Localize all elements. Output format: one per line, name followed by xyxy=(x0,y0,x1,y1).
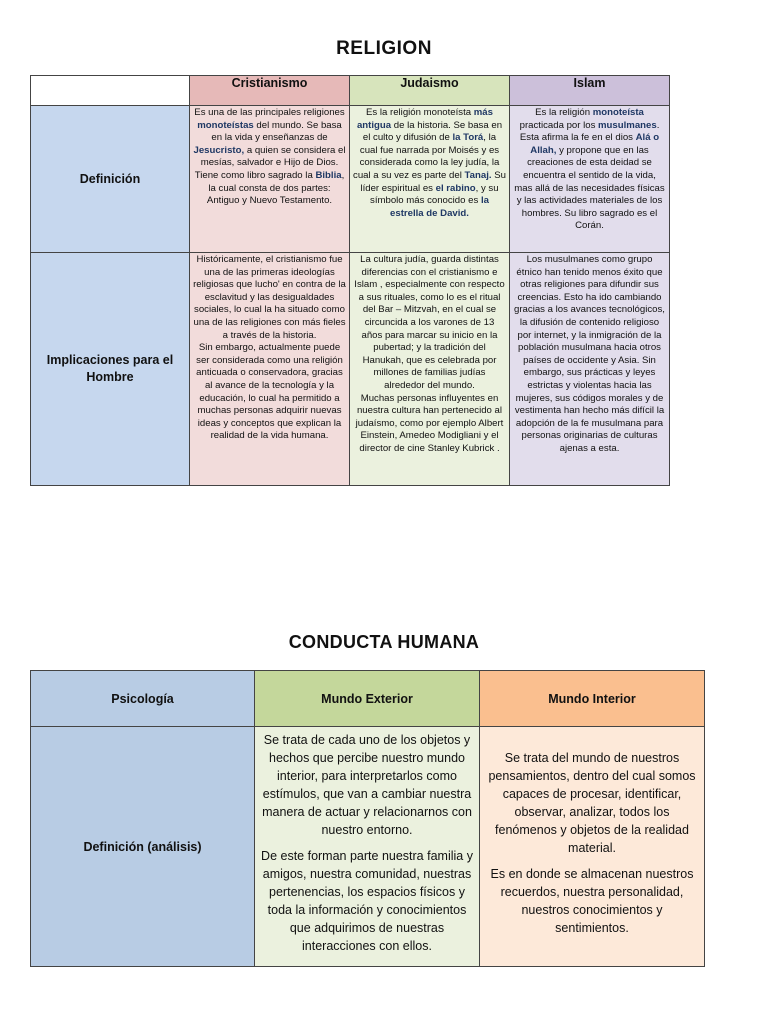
mundo-exterior-definicion xyxy=(255,727,480,967)
mundo-interior-definicion xyxy=(480,727,705,967)
header-cristianismo: Cristianismo xyxy=(190,76,350,106)
row-implicaciones xyxy=(31,253,670,486)
row-definicion-analisis xyxy=(31,727,705,967)
islam-implicaciones: Los musulmanes como grupo étnico han tenido menos éxito que otras religiones para difundir sus creencias. Esto ha ido cambiando gracias a los avances tecnológicos, la difusión de contenido religioso por internet, y la inmigración de la población musulmana hacia otros países de occidente y Asia. Sin embargo, sus prácticas y leyes estrictas y violentas hacia las mujeres, sus códigos morales y de vestimenta han hecho más difícil la adopción de la fe musulmana para personas originarias de culturas ajenas a esta. xyxy=(510,253,670,486)
islam-definicion: Es la religión monoteísta practicada por los musulmanes. Esta afirma la fe en el dios Alá o Allah, y propone que en las creaciones de esta deidad se encuentra el sentido de la vida, mas allá de las necesidades físicas y las actividades materiales de los hombres. Su libro sagrado es el Corán. xyxy=(510,106,670,253)
conducta-header-row xyxy=(31,671,705,727)
religion-table xyxy=(30,75,670,486)
header-mundo-exterior: Mundo Exterior xyxy=(255,671,480,727)
header-judaismo: Judaismo xyxy=(350,76,510,106)
judaismo-definicion: Es la religión monoteísta más antigua de la historia. Se basa en el culto y difusión de la Torá, la cual fue narrada por Moisés y es considerada como la ley judía, la cual a su vez es parte del Tanaj. Su líder espiritual es el rabino, y su símbolo más conocido es la estrella de David. xyxy=(350,106,510,253)
cristianismo-implicaciones: Históricamente, el cristianismo fue una de las primeras ideologías religiosas que lucho' en contra de la esclavitud y las desigualdades sociales, lo cual la ha situado como una de las religiones con más fieles a través de la historia. Sin embargo, actualmente puede ser considerada como una religión anticuada o conservadora, gracias al avance de la tecnología y la educación, lo cual ha permitido a muchas personas adquirir nuevas ideas y conceptos que explican la realidad de la vida humana. xyxy=(190,253,350,486)
row-label-implicaciones: Implicaciones para el Hombre xyxy=(31,253,190,486)
religion-header-row xyxy=(31,76,670,106)
judaismo-implicaciones: La cultura judía, guarda distintas diferencias con el cristianismo e Islam , especialmente con respecto a sus rituales, como lo es el ritual del Bar – Mitzvah, en el cual se circuncida a los varones de 13 años para marcar su inicio en la pubertad; y la tradición del Hanukah, que es celebrada por millones de familias judías alrededor del mundo. Muchas personas influyentes en nuestra cultura han pertenecido al judaísmo, como por ejemplo Albert Einstein, Amedeo Modigliani y el director de cine Stanley Kubrick . xyxy=(350,253,510,486)
interior-paragraph: Se trata del mundo de nuestros pensamientos, dentro del cual somos capaces de procesar, identificar, observar, analizar, todos los fenómenos y objetos de la realidad material. xyxy=(488,750,696,855)
conducta-table xyxy=(30,670,705,967)
religion-title: RELIGION xyxy=(336,38,432,59)
header-empty-cell xyxy=(31,76,190,106)
exterior-paragraph: Se trata de cada uno de los objetos y hechos que percibe nuestro mundo interior, para interpretarlos como estímulos, que van a cambiar nuestra manera de actuar y relacionarnos con nuestro entorno. xyxy=(262,732,472,837)
interior-paragraph: Es en donde se almacenan nuestros recuerdos, nuestra personalidad, nuestros conocimientos y sentimientos. xyxy=(490,866,694,935)
exterior-paragraph: De este forman parte nuestra familia y amigos, nuestra comunidad, nuestras pertenencias, los espacios físicos y toda la información y conocimientos que adquirimos de nuestras interacciones con ellos. xyxy=(261,848,473,953)
row-definicion xyxy=(31,106,670,253)
header-mundo-interior: Mundo Interior xyxy=(480,671,705,727)
row-label-definicion-analisis: Definición (análisis) xyxy=(31,727,255,967)
header-islam: Islam xyxy=(510,76,670,106)
conducta-title: CONDUCTA HUMANA xyxy=(288,632,480,652)
cristianismo-definicion: Es una de las principales religiones monoteístas del mundo. Se basa en la vida y enseñanzas de Jesucristo, a quien se considera el mesías, salvador e Hijo de Dios. Tiene como libro sagrado la Biblia, la cual consta de dos partes: Antiguo y Nuevo Testamento. xyxy=(190,106,350,253)
row-label-definicion: Definición xyxy=(31,106,190,253)
header-psicologia: Psicología xyxy=(31,671,255,727)
